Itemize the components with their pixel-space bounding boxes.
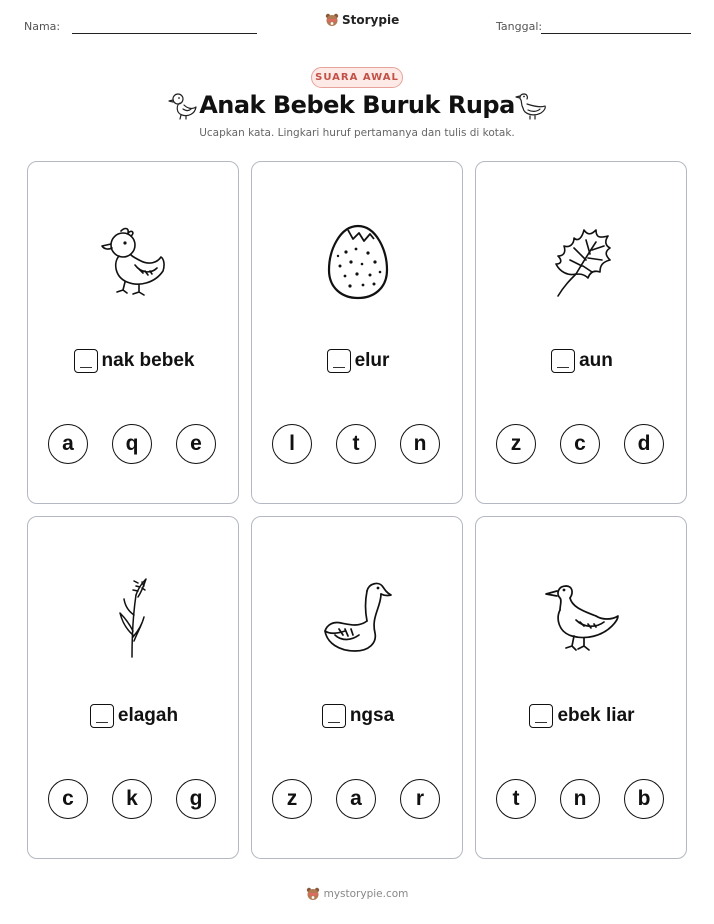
- letter-choice[interactable]: t: [336, 424, 376, 464]
- brand-logo: [325, 13, 399, 27]
- word-prompt: [476, 704, 688, 728]
- word-card: [475, 161, 687, 504]
- letter-choice[interactable]: b: [624, 779, 664, 819]
- card-picture: [252, 567, 464, 667]
- letter-choice[interactable]: c: [48, 779, 88, 819]
- letter-answer-box[interactable]: [529, 704, 553, 728]
- letter-answer-box[interactable]: [74, 349, 98, 373]
- name-label: Nama:: [24, 20, 61, 33]
- footer: [0, 887, 714, 901]
- word-prompt: [252, 349, 464, 373]
- letter-choice[interactable]: a: [336, 779, 376, 819]
- swan-icon: [321, 577, 395, 657]
- footer-url: mystorypie.com: [323, 888, 409, 900]
- worksheet-header: [0, 0, 714, 50]
- word-prompt: [28, 349, 240, 373]
- bear-logo-icon: [325, 13, 339, 27]
- word-remainder: elur: [354, 350, 390, 371]
- word-card: [27, 516, 239, 859]
- brand-name: Storypie: [342, 13, 400, 27]
- letter-choice[interactable]: n: [400, 424, 440, 464]
- wild-duck-icon: [544, 580, 620, 654]
- letter-answer-box[interactable]: [322, 704, 346, 728]
- letter-choices: [272, 779, 444, 821]
- letter-choice[interactable]: l: [272, 424, 312, 464]
- word-remainder: elagah: [117, 705, 179, 726]
- letter-choices: [48, 424, 220, 466]
- letter-choice[interactable]: k: [112, 779, 152, 819]
- letter-choice[interactable]: t: [496, 779, 536, 819]
- letter-choices: [272, 424, 444, 466]
- word-prompt: [476, 349, 688, 373]
- date-label: Tanggal:: [496, 20, 543, 33]
- card-picture: [476, 567, 688, 667]
- word-card: [27, 161, 239, 504]
- card-picture: [476, 212, 688, 312]
- instructions-text: Ucapkan kata. Lingkari huruf pertamanya dan tulis di kotak.: [199, 127, 515, 139]
- word-remainder: aun: [579, 350, 613, 371]
- word-card: [251, 516, 463, 859]
- page-title: Anak Bebek Buruk Rupa: [199, 91, 515, 119]
- bear-logo-icon: [306, 887, 320, 901]
- letter-choice[interactable]: z: [272, 779, 312, 819]
- topic-badge: SUARA AWAL: [311, 67, 403, 88]
- card-picture: [28, 212, 240, 312]
- letter-choice[interactable]: a: [48, 424, 88, 464]
- letter-choice[interactable]: r: [400, 779, 440, 819]
- letter-answer-box[interactable]: [90, 704, 114, 728]
- letter-choice[interactable]: d: [624, 424, 664, 464]
- letter-choice[interactable]: c: [560, 424, 600, 464]
- card-picture: [28, 567, 240, 667]
- word-remainder: ngsa: [349, 705, 395, 726]
- word-remainder: nak bebek: [101, 350, 195, 371]
- letter-choice[interactable]: e: [176, 424, 216, 464]
- letter-answer-box[interactable]: [551, 349, 575, 373]
- letter-choice[interactable]: g: [176, 779, 216, 819]
- card-picture: [252, 212, 464, 312]
- reed-icon: [116, 575, 152, 659]
- letter-choices: [496, 779, 668, 821]
- letter-choice[interactable]: q: [112, 424, 152, 464]
- duckling-icon: [99, 225, 169, 299]
- leaf-icon: [550, 224, 614, 300]
- word-card: [475, 516, 687, 859]
- name-line: [72, 33, 257, 34]
- word-prompt: [252, 704, 464, 728]
- duck-deco-icon: [515, 91, 547, 121]
- word-remainder: ebek liar: [557, 705, 635, 726]
- date-line: [541, 33, 691, 34]
- letter-choice[interactable]: n: [560, 779, 600, 819]
- word-card: [251, 161, 463, 504]
- word-prompt: [28, 704, 240, 728]
- letter-choice[interactable]: z: [496, 424, 536, 464]
- letter-answer-box[interactable]: [327, 349, 351, 373]
- letter-choices: [48, 779, 220, 821]
- egg-icon: [326, 222, 390, 302]
- letter-choices: [496, 424, 668, 466]
